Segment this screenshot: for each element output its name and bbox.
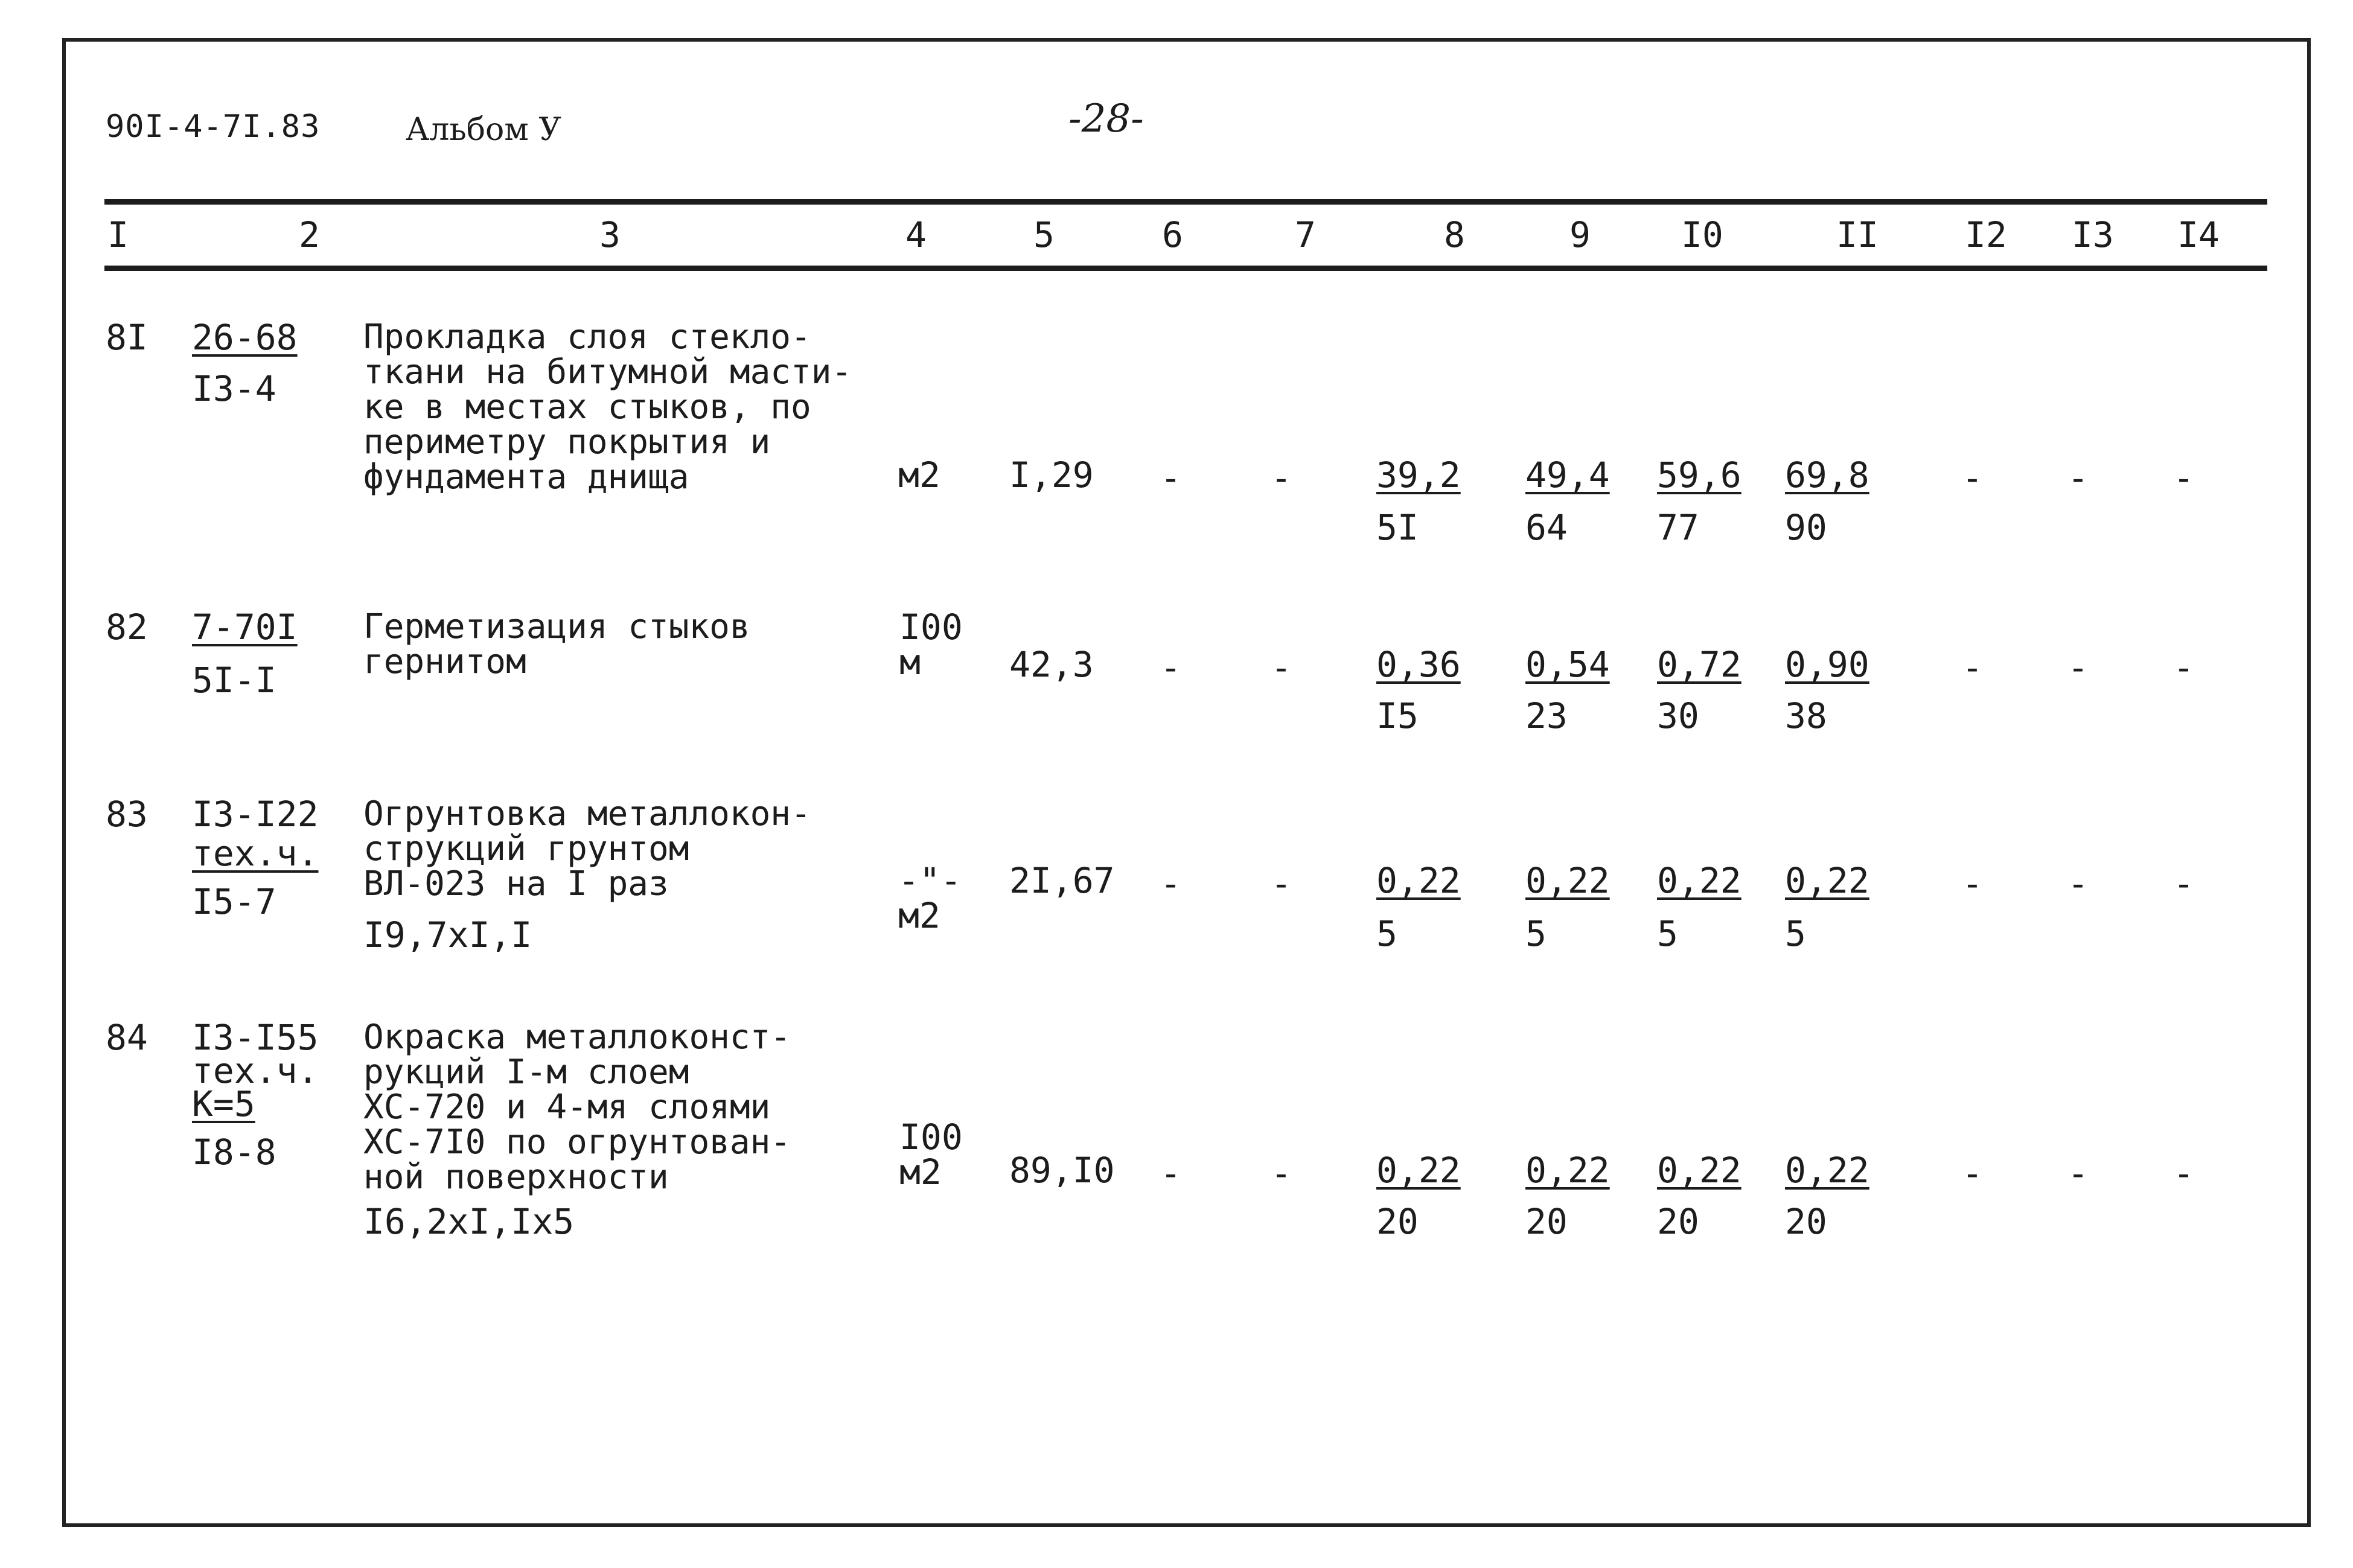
col14-value: - [2173,647,2194,688]
col11-top: 0,22 [1785,860,1869,901]
col-header-1: I [107,214,129,255]
col-header-12: I2 [1965,214,2007,255]
col10-bottom: 5 [1657,913,1678,954]
col-header-13: I3 [2072,214,2114,255]
col8-bottom: I5 [1376,695,1419,736]
col8-bottom: 5 [1376,913,1397,954]
col10-bottom: 77 [1657,507,1699,548]
norm-coefficient: К=5 [192,1083,255,1124]
col-header-3: 3 [599,214,621,255]
col-header-2: 2 [299,214,320,255]
col12-value: - [1962,1153,1983,1194]
col7-value: - [1271,457,1292,499]
col13-value: - [2067,863,2089,904]
page-number: -28- [1068,97,1144,141]
col-header-8: 8 [1444,214,1465,255]
col7-value: - [1271,863,1292,904]
page-frame [62,38,2311,1527]
col6-value: - [1160,457,1181,499]
col8-bottom: 20 [1376,1201,1419,1242]
quantity: I,29 [1009,454,1094,496]
col11-bottom: 5 [1785,913,1806,954]
col13-value: - [2067,647,2089,688]
col11-top: 0,22 [1785,1150,1869,1191]
col10-bottom: 30 [1657,695,1699,736]
col9-bottom: 23 [1525,695,1568,736]
col8-top: 39,2 [1376,454,1461,496]
quantity: 2I,67 [1009,860,1115,901]
col12-value: - [1962,863,1983,904]
col7-value: - [1271,1153,1292,1194]
col6-value: - [1160,647,1181,688]
col-header-10: I0 [1681,214,1723,255]
col10-top: 0,22 [1657,1150,1742,1191]
unit: I00 м [899,607,963,683]
col9-top: 0,22 [1525,860,1610,901]
work-description: Прокладка слоя стекло- ткани на битумной масти- ке в местах стыков, по периметру покрытия и фундамента днища [363,317,852,497]
col14-value: - [2173,457,2194,499]
col-header-6: 6 [1162,214,1183,255]
col14-value: - [2173,863,2194,904]
document-code: 90I-4-7I.83 [106,109,321,145]
col-header-5: 5 [1033,214,1055,255]
row-number: 8I [106,317,148,358]
norm-note: тех.ч. [192,1050,319,1091]
col11-bottom: 20 [1785,1201,1827,1242]
col-header-14: I4 [2177,214,2220,255]
col9-bottom: 5 [1525,913,1547,954]
row-number: 84 [106,1017,148,1058]
col-header-4: 4 [905,214,927,255]
col9-bottom: 64 [1525,507,1568,548]
row-number: 83 [106,794,148,835]
col10-top: 0,22 [1657,860,1742,901]
unit: м2 [898,454,940,496]
col10-bottom: 20 [1657,1201,1699,1242]
norm-code: I3-I22 [192,794,319,835]
col12-value: - [1962,647,1983,688]
col14-value: - [2173,1153,2194,1194]
norm-code: 26-68 [192,317,298,358]
col9-bottom: 20 [1525,1201,1568,1242]
col9-top: 0,54 [1525,644,1610,685]
col6-value: - [1160,863,1181,904]
col9-top: 49,4 [1525,454,1610,496]
header-rule-bottom [104,266,2267,271]
col12-value: - [1962,457,1983,499]
work-description: Окраска металлоконст- рукций I-м слоем ХС-720 и 4-мя слоями ХС-7I0 по огрунтован- ной поверхности [363,1018,791,1197]
calculation: I9,7хI,I [363,914,532,955]
unit: I00 м2 [899,1117,963,1193]
norm-code: I3-I55 [192,1017,319,1058]
col10-top: 0,72 [1657,644,1742,685]
col8-top: 0,36 [1376,644,1461,685]
norm-ref: 5I-I [192,660,276,701]
calculation: I6,2хI,Iх5 [363,1201,575,1242]
col8-top: 0,22 [1376,1150,1461,1191]
col6-value: - [1160,1153,1181,1194]
col11-top: 0,90 [1785,644,1869,685]
row-number: 82 [106,607,148,648]
work-description: Герметизация стыков гернитом [363,607,750,681]
col13-value: - [2067,457,2089,499]
album-label: Альбом У [406,112,561,148]
unit: -"- м2 [898,860,962,936]
col-header-7: 7 [1295,214,1316,255]
header-rule-top [104,199,2267,205]
norm-ref: I5-7 [192,881,276,922]
col7-value: - [1271,647,1292,688]
col10-top: 59,6 [1657,454,1742,496]
quantity: 89,I0 [1009,1150,1115,1191]
norm-note: тех.ч. [192,833,319,874]
col11-bottom: 90 [1785,507,1827,548]
work-description: Огрунтовка металлокон- струкций грунтом ВЛ-023 на I раз [363,794,811,904]
norm-code: 7-70I [192,607,298,648]
col13-value: - [2067,1153,2089,1194]
col9-top: 0,22 [1525,1150,1610,1191]
col-header-9: 9 [1569,214,1591,255]
col-header-11: II [1836,214,1879,255]
norm-ref: I3-4 [192,368,276,409]
quantity: 42,3 [1009,644,1094,685]
norm-ref: I8-8 [192,1132,276,1173]
col11-top: 69,8 [1785,454,1869,496]
col8-top: 0,22 [1376,860,1461,901]
col11-bottom: 38 [1785,695,1827,736]
col8-bottom: 5I [1376,507,1419,548]
